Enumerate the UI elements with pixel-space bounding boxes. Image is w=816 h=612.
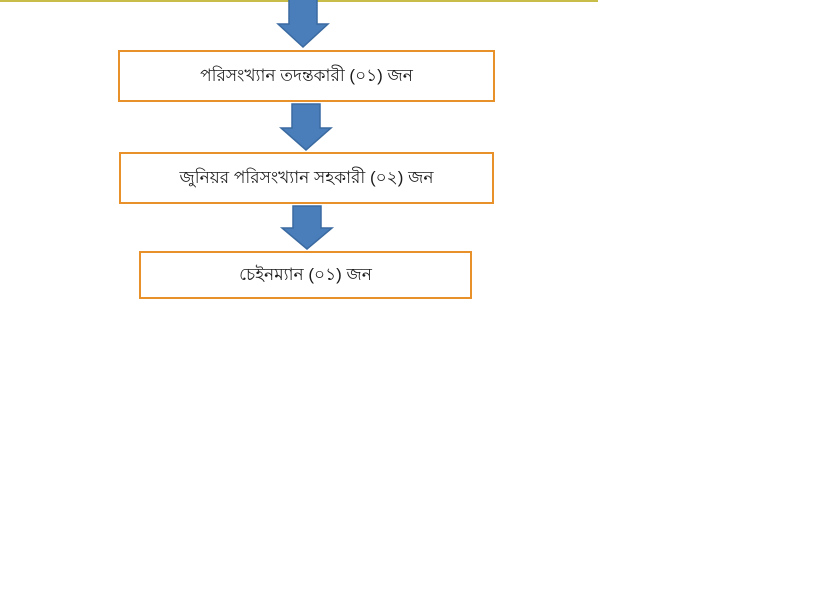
arrow-down-icon xyxy=(278,0,328,47)
flow-node-label: পরিসংখ্যান তদন্তকারী (০১) জন xyxy=(200,65,413,85)
arrow-down-icon xyxy=(281,104,331,150)
arrow-down-icon xyxy=(282,206,332,249)
flow-node-label: চেইনম্যান (০১) জন xyxy=(239,264,372,284)
flow-node-statistical-investigator xyxy=(118,50,495,102)
flow-node-chainman xyxy=(139,251,472,299)
flow-node-label: জুনিয়র পরিসংখ্যান সহকারী (০২) জন xyxy=(179,167,434,187)
flow-node-junior-statistical-assistant xyxy=(119,152,494,204)
